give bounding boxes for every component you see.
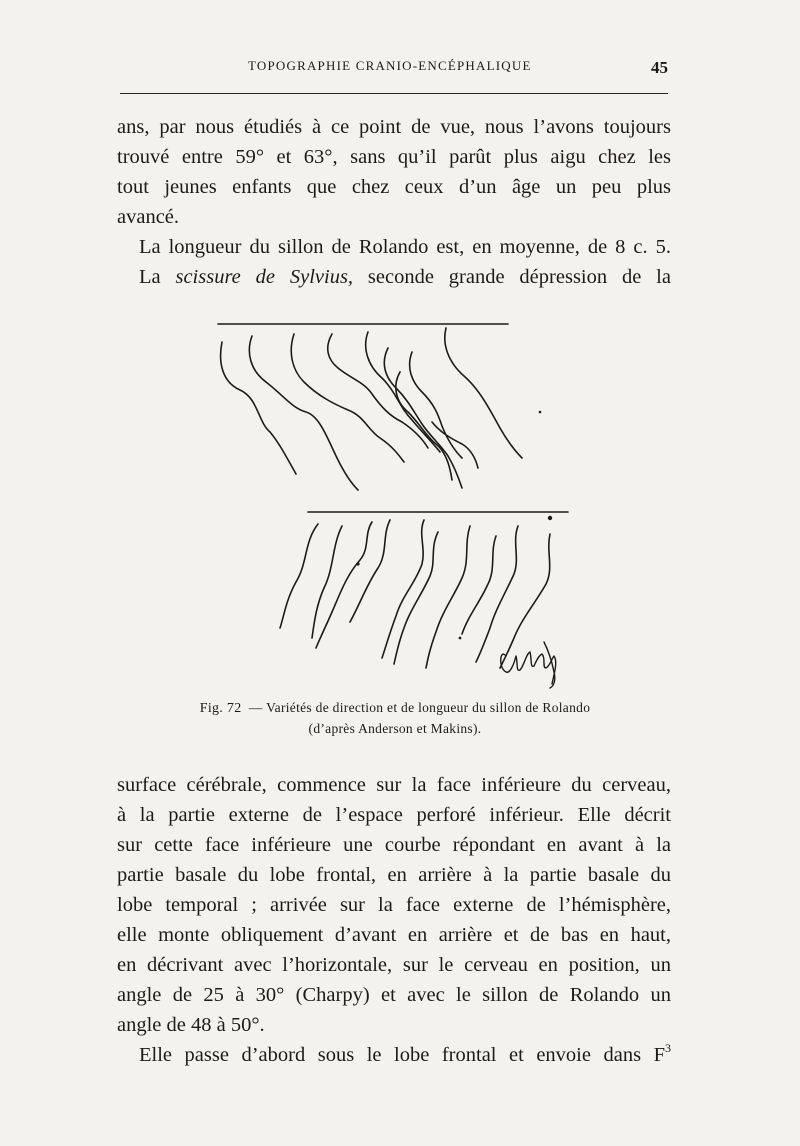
sulcus-line bbox=[221, 342, 296, 474]
speck bbox=[459, 637, 462, 640]
speck bbox=[539, 411, 542, 414]
text-run: La bbox=[139, 266, 176, 288]
sulcus-line bbox=[426, 526, 470, 668]
text-line: surface cérébrale, commence sur la face inférieure du cerveau, bbox=[117, 774, 671, 796]
text-line: angle de 48 à 50°. bbox=[117, 1014, 265, 1036]
speck bbox=[356, 562, 359, 565]
italic-term: scissure de Sylvius, bbox=[175, 266, 354, 288]
text-line: trouvé entre 59° et 63°, sans qu’il parût plus aigu chez les bbox=[117, 146, 671, 168]
text-line: en décrivant avec l’horizontale, sur le cerveau en position, un bbox=[117, 954, 671, 976]
body-text-bottom bbox=[117, 770, 671, 1070]
caption-text: — Variétés de direction et de longueur du sillon de Rolando bbox=[248, 700, 591, 715]
sulcus-line bbox=[312, 526, 342, 638]
sulcus-line bbox=[249, 336, 358, 490]
text-line: lobe temporal ; arrivée sur la face externe de l’hémisphère, bbox=[117, 894, 671, 916]
superscript: 3 bbox=[665, 1041, 671, 1055]
text-line: sur cette face inférieure une courbe répondant en avant à la bbox=[117, 834, 671, 856]
text-line: angle de 25 à 30° (Charpy) et avec le sillon de Rolando un bbox=[117, 984, 671, 1006]
sulcus-line bbox=[410, 352, 462, 458]
sulcus-line bbox=[500, 534, 550, 668]
running-title: TOPOGRAPHIE CRANIO-ENCÉPHALIQUE bbox=[248, 58, 532, 73]
sulcus-line bbox=[445, 328, 522, 458]
text-run: seconde grande dépression de la bbox=[353, 266, 671, 288]
text-line: à la partie externe de l’espace perforé inférieur. Elle décrit bbox=[117, 804, 671, 826]
text-line bbox=[117, 262, 671, 292]
sulcus-line bbox=[291, 334, 404, 462]
page-number: 45 bbox=[651, 58, 668, 77]
text-line: tout jeunes enfants que chez ceux d’un âge un peu plus bbox=[117, 176, 671, 198]
figure-caption bbox=[160, 698, 630, 739]
body-text-top bbox=[117, 112, 671, 292]
text-line bbox=[117, 1040, 671, 1070]
caption-line bbox=[160, 698, 630, 719]
sulcus-line bbox=[382, 520, 424, 658]
caption-label: Fig. 72 bbox=[199, 701, 242, 716]
text-line: ans, par nous étudiés à ce point de vue, nous l’avons toujours bbox=[117, 116, 671, 138]
caption-line: (d’après Anderson et Makins). bbox=[308, 721, 482, 736]
header-rule bbox=[120, 93, 668, 94]
text-line: partie basale du lobe frontal, en arrière à la partie basale du bbox=[117, 864, 671, 886]
figure-72 bbox=[200, 312, 580, 692]
text-line: elle monte obliquement d’avant en arrière et de bas en haut, bbox=[117, 924, 671, 946]
sulcus-line bbox=[350, 520, 390, 622]
text-line: avancé. bbox=[117, 206, 180, 228]
sulcus-drawings bbox=[200, 312, 580, 692]
speck bbox=[548, 516, 552, 520]
text-line: La longueur du sillon de Rolando est, en moyenne, de 8 c. 5. bbox=[139, 236, 671, 258]
sulcus-line bbox=[280, 524, 318, 628]
sulcus-line bbox=[328, 334, 428, 448]
running-head bbox=[120, 58, 668, 78]
text-run: Elle passe d’abord sous le lobe frontal et envoie dans F bbox=[139, 1044, 665, 1066]
sulcus-line bbox=[316, 522, 372, 648]
